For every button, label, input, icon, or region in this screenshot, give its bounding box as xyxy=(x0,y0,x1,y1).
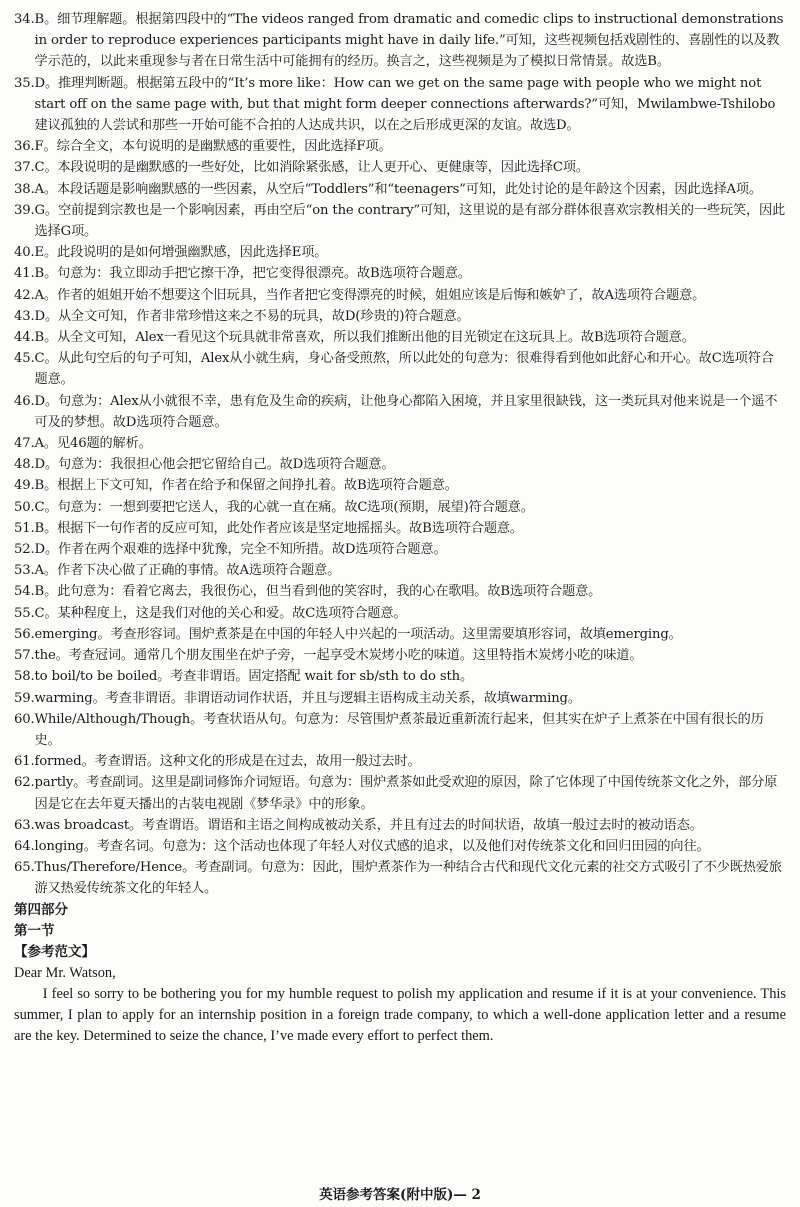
answer-number: 41. xyxy=(14,266,35,282)
answer-number: 52. xyxy=(14,542,35,558)
answer-item xyxy=(14,624,786,645)
answer-explanation: G。空前提到宗教也是一个影响因素，再由空后“on the contrary”可知，这里说的是有部分群体很喜欢宗教相关的一些玩笑，因此选择G项。 xyxy=(34,202,786,240)
answer-number: 39. xyxy=(14,202,35,218)
answer-number: 44. xyxy=(14,330,35,346)
answer-number: 61. xyxy=(14,754,35,770)
answer-explanation: D。推理判断题。根据第五段中的“It’s more like：How can we get on the same page with people who we might not start off on the same page with, but that might form deeper connections afterwards?”可知，Mwilambwe-Tshilobo 建议孤独的人尝试和那些一开始可能不合拍的人达成共识，以在之后形成更深的友谊。故选D。 xyxy=(34,75,776,134)
answer-explanation: A。作者下决心做了正确的事情。故A选项符合题意。 xyxy=(34,563,341,579)
answer-item xyxy=(14,836,786,857)
answer-item xyxy=(14,454,786,475)
answer-number: 50. xyxy=(14,499,35,515)
answer-item xyxy=(14,751,786,772)
answer-explanation: A。本段话题是影响幽默感的一些因素，从空后“Toddlers”和“teenagers”可知，此处讨论的是年龄这个因素，因此选择A项。 xyxy=(34,181,762,197)
answer-explanation: Thus/Therefore/Hence。考查副词。句意为：因此，围炉煮茶作为一种结合古代和现代文化元素的社交方式吸引了不少既热爱旅游又热爱传统茶文化的年轻人。 xyxy=(34,860,782,897)
answer-item xyxy=(14,306,786,327)
answer-number: 45. xyxy=(14,351,35,367)
answer-explanation: to boil/to be boiled。考查非谓语。固定搭配 wait for sb/sth to do sth。 xyxy=(34,669,474,685)
answer-item xyxy=(14,9,786,73)
answer-number: 36. xyxy=(14,139,35,155)
answer-explanation: C。某种程度上，这是我们对他的关心和爱。故C选项符合题意。 xyxy=(34,605,407,621)
answer-explanation: partly。考查副词。这里是副词修饰介词短语。句意为：围炉煮茶如此受欢迎的原因，除了它体现了中国传统茶文化之外，部分原因是它在去年夏天播出的古装电视剧《梦华录》中的形象。 xyxy=(34,775,778,812)
answer-item xyxy=(14,560,786,581)
answer-item xyxy=(14,539,786,560)
answer-number: 54. xyxy=(14,584,35,600)
answer-explanation: While/Although/Though。考查状语从句。句意为：尽管围炉煮茶最近重新流行起来，但其实在炉子上煮茶在中国有很长的历史。 xyxy=(34,711,764,748)
answer-explanation: A。见46题的解析。 xyxy=(34,436,152,452)
answer-explanation: warming。考查非谓语。非谓语动词作状语，并且与逻辑主语构成主动关系，故填warming。 xyxy=(34,690,581,706)
answer-item xyxy=(14,688,786,709)
answer-item xyxy=(14,666,786,687)
answer-item xyxy=(14,709,786,751)
answer-item xyxy=(14,157,786,178)
answer-number: 58. xyxy=(14,669,35,685)
answer-explanation: A。作者的姐姐开始不想要这个旧玩具，当作者把它变得漂亮的时候，姐姐应该是后悔和嫉妒了，故A选项符合题意。 xyxy=(34,287,706,303)
answer-number: 38. xyxy=(14,181,35,197)
answer-number: 40. xyxy=(14,245,35,261)
answer-explanation: B。此句意为：看着它离去，我很伤心，但当看到他的笑容时，我的心在歌唱。故B选项符合题意。 xyxy=(34,584,602,600)
answer-explanation: emerging。考查形容词。围炉煮茶是在中国的年轻人中兴起的一项活动。这里需要填形容词，故填emerging。 xyxy=(34,626,682,642)
answer-item xyxy=(14,475,786,496)
answer-number: 56. xyxy=(14,626,35,642)
answer-number: 49. xyxy=(14,478,35,494)
answer-explanation: the。考查冠词。通常几个朋友围坐在炉子旁，一起享受木炭烤小吃的味道。这里特指木炭烤小吃的味道。 xyxy=(34,648,643,664)
answer-item xyxy=(14,518,786,539)
answer-item xyxy=(14,603,786,624)
answer-explanation: B。从全文可知，Alex一看见这个玩具就非常喜欢，所以我们推断出他的目光锁定在这玩具上。故B选项符合题意。 xyxy=(34,330,695,346)
answer-explanation: B。根据上下文可知，作者在给予和保留之间挣扎着。故B选项符合题意。 xyxy=(34,478,458,494)
answer-explanation: D。作者在两个艰难的选择中犹豫，完全不知所措。故D选项符合题意。 xyxy=(34,542,447,558)
answer-number: 35. xyxy=(14,75,35,91)
answer-explanation: was broadcast。考查谓语。谓语和主语之间构成被动关系，并且有过去的时间状语，故填一般过去时的被动语态。 xyxy=(34,817,703,833)
answer-explanation: B。细节理解题。根据第四段中的“The videos ranged from dramatic and comedic clips to instructional demonstrations in order to reproduce experiences participants might have in daily life.”可知，这些视频包括戏剧性的、喜剧性的以及教学示范的，以此来重现参与者在日常生活中可能拥有的经历。换言之，这些视频是为了模拟日常情景。故选B。 xyxy=(34,12,784,70)
answer-explanation: D。从全文可知，作者非常珍惜这来之不易的玩具，故D(珍贵的)符合题意。 xyxy=(34,308,470,324)
answer-number: 59. xyxy=(14,690,35,706)
answer-number: 60. xyxy=(14,711,35,727)
answer-item xyxy=(14,73,786,137)
answer-item xyxy=(14,200,786,242)
answer-explanation: B。根据下一句作者的反应可知，此处作者应该是坚定地摇摇头。故B选项符合题意。 xyxy=(34,520,523,536)
essay-paragraph: I feel so sorry to be bothering you for my humble request to polish my application and resume if it is at your convenience. This summer, I plan to apply for an internship position in a foreign trade company, to which a well-done application letter and a resume are the key. Determined to seize the chance, I’ve made every effort to perfect them. xyxy=(14,985,786,1044)
answer-number: 62. xyxy=(14,775,35,791)
answer-explanation: C。从此句空后的句子可知，Alex从小就生病，身心备受煎熬，所以此处的句意为：很难得看到他如此舒心和开心。故C选项符合题意。 xyxy=(34,351,774,388)
answer-item xyxy=(14,348,786,390)
answer-explanation: D。句意为：我很担心他会把它留给自己。故D选项符合题意。 xyxy=(34,457,395,473)
answer-item xyxy=(14,581,786,602)
answer-item xyxy=(14,179,786,200)
model-essay-label: 【参考范文】 xyxy=(14,943,95,960)
answer-number: 55. xyxy=(14,605,35,621)
answer-number: 48. xyxy=(14,457,35,473)
answer-explanation: formed。考查谓语。这种文化的形成是在过去，故用一般过去时。 xyxy=(34,754,421,770)
answer-number: 65. xyxy=(14,860,35,876)
answer-number: 51. xyxy=(14,520,35,536)
answer-explanation: longing。考查名词。句意为：这个活动也体现了年轻人对仪式感的追求，以及他们对传统茶文化和回归田园的向往。 xyxy=(34,838,710,854)
answer-number: 34. xyxy=(14,12,35,27)
answer-item xyxy=(14,327,786,348)
answer-number: 46. xyxy=(14,393,35,409)
answer-item xyxy=(14,857,786,899)
page-footer: 英语参考答案(附中版)— 2 xyxy=(319,1187,481,1203)
answer-item xyxy=(14,136,786,157)
answer-item xyxy=(14,645,786,666)
answer-number: 43. xyxy=(14,308,35,324)
answer-item xyxy=(14,391,786,433)
answer-number: 64. xyxy=(14,838,35,854)
answer-item xyxy=(14,433,786,454)
answer-item xyxy=(14,242,786,263)
answer-number: 53. xyxy=(14,563,35,579)
answer-explanation: D。句意为：Alex从小就很不幸，患有危及生命的疾病，让他身心都陷入困境，并且家里很缺钱，这一类玩具对他来说是一个遥不可及的梦想。故D选项符合题意。 xyxy=(34,393,778,430)
answer-item xyxy=(14,285,786,306)
answer-list xyxy=(14,9,786,900)
answer-number: 63. xyxy=(14,817,35,833)
part-four-heading: 第四部分 xyxy=(14,901,68,918)
answer-number: 57. xyxy=(14,648,35,664)
answer-item xyxy=(14,263,786,284)
answer-explanation: F。综合全文，本句说明的是幽默感的重要性，因此选择F项。 xyxy=(34,139,392,155)
essay-salutation: Dear Mr. Watson, xyxy=(14,964,116,981)
answer-item xyxy=(14,772,786,814)
answer-explanation: C。句意为：一想到要把它送人，我的心就一直在痛。故C选项(预期，展望)符合题意。 xyxy=(34,499,534,515)
answer-number: 37. xyxy=(14,160,35,176)
answer-item xyxy=(14,497,786,518)
answer-explanation: B。句意为：我立即动手把它擦干净，把它变得很漂亮。故B选项符合题意。 xyxy=(34,266,471,282)
answer-explanation: C。本段说明的是幽默感的一些好处，比如消除紧张感，让人更开心、更健康等，因此选择C项。 xyxy=(34,160,589,176)
answer-item xyxy=(14,815,786,836)
section-one-heading: 第一节 xyxy=(14,922,55,939)
answer-explanation: E。此段说明的是如何增强幽默感，因此选择E项。 xyxy=(34,245,328,261)
answer-number: 47. xyxy=(14,436,35,452)
answer-number: 42. xyxy=(14,287,35,303)
